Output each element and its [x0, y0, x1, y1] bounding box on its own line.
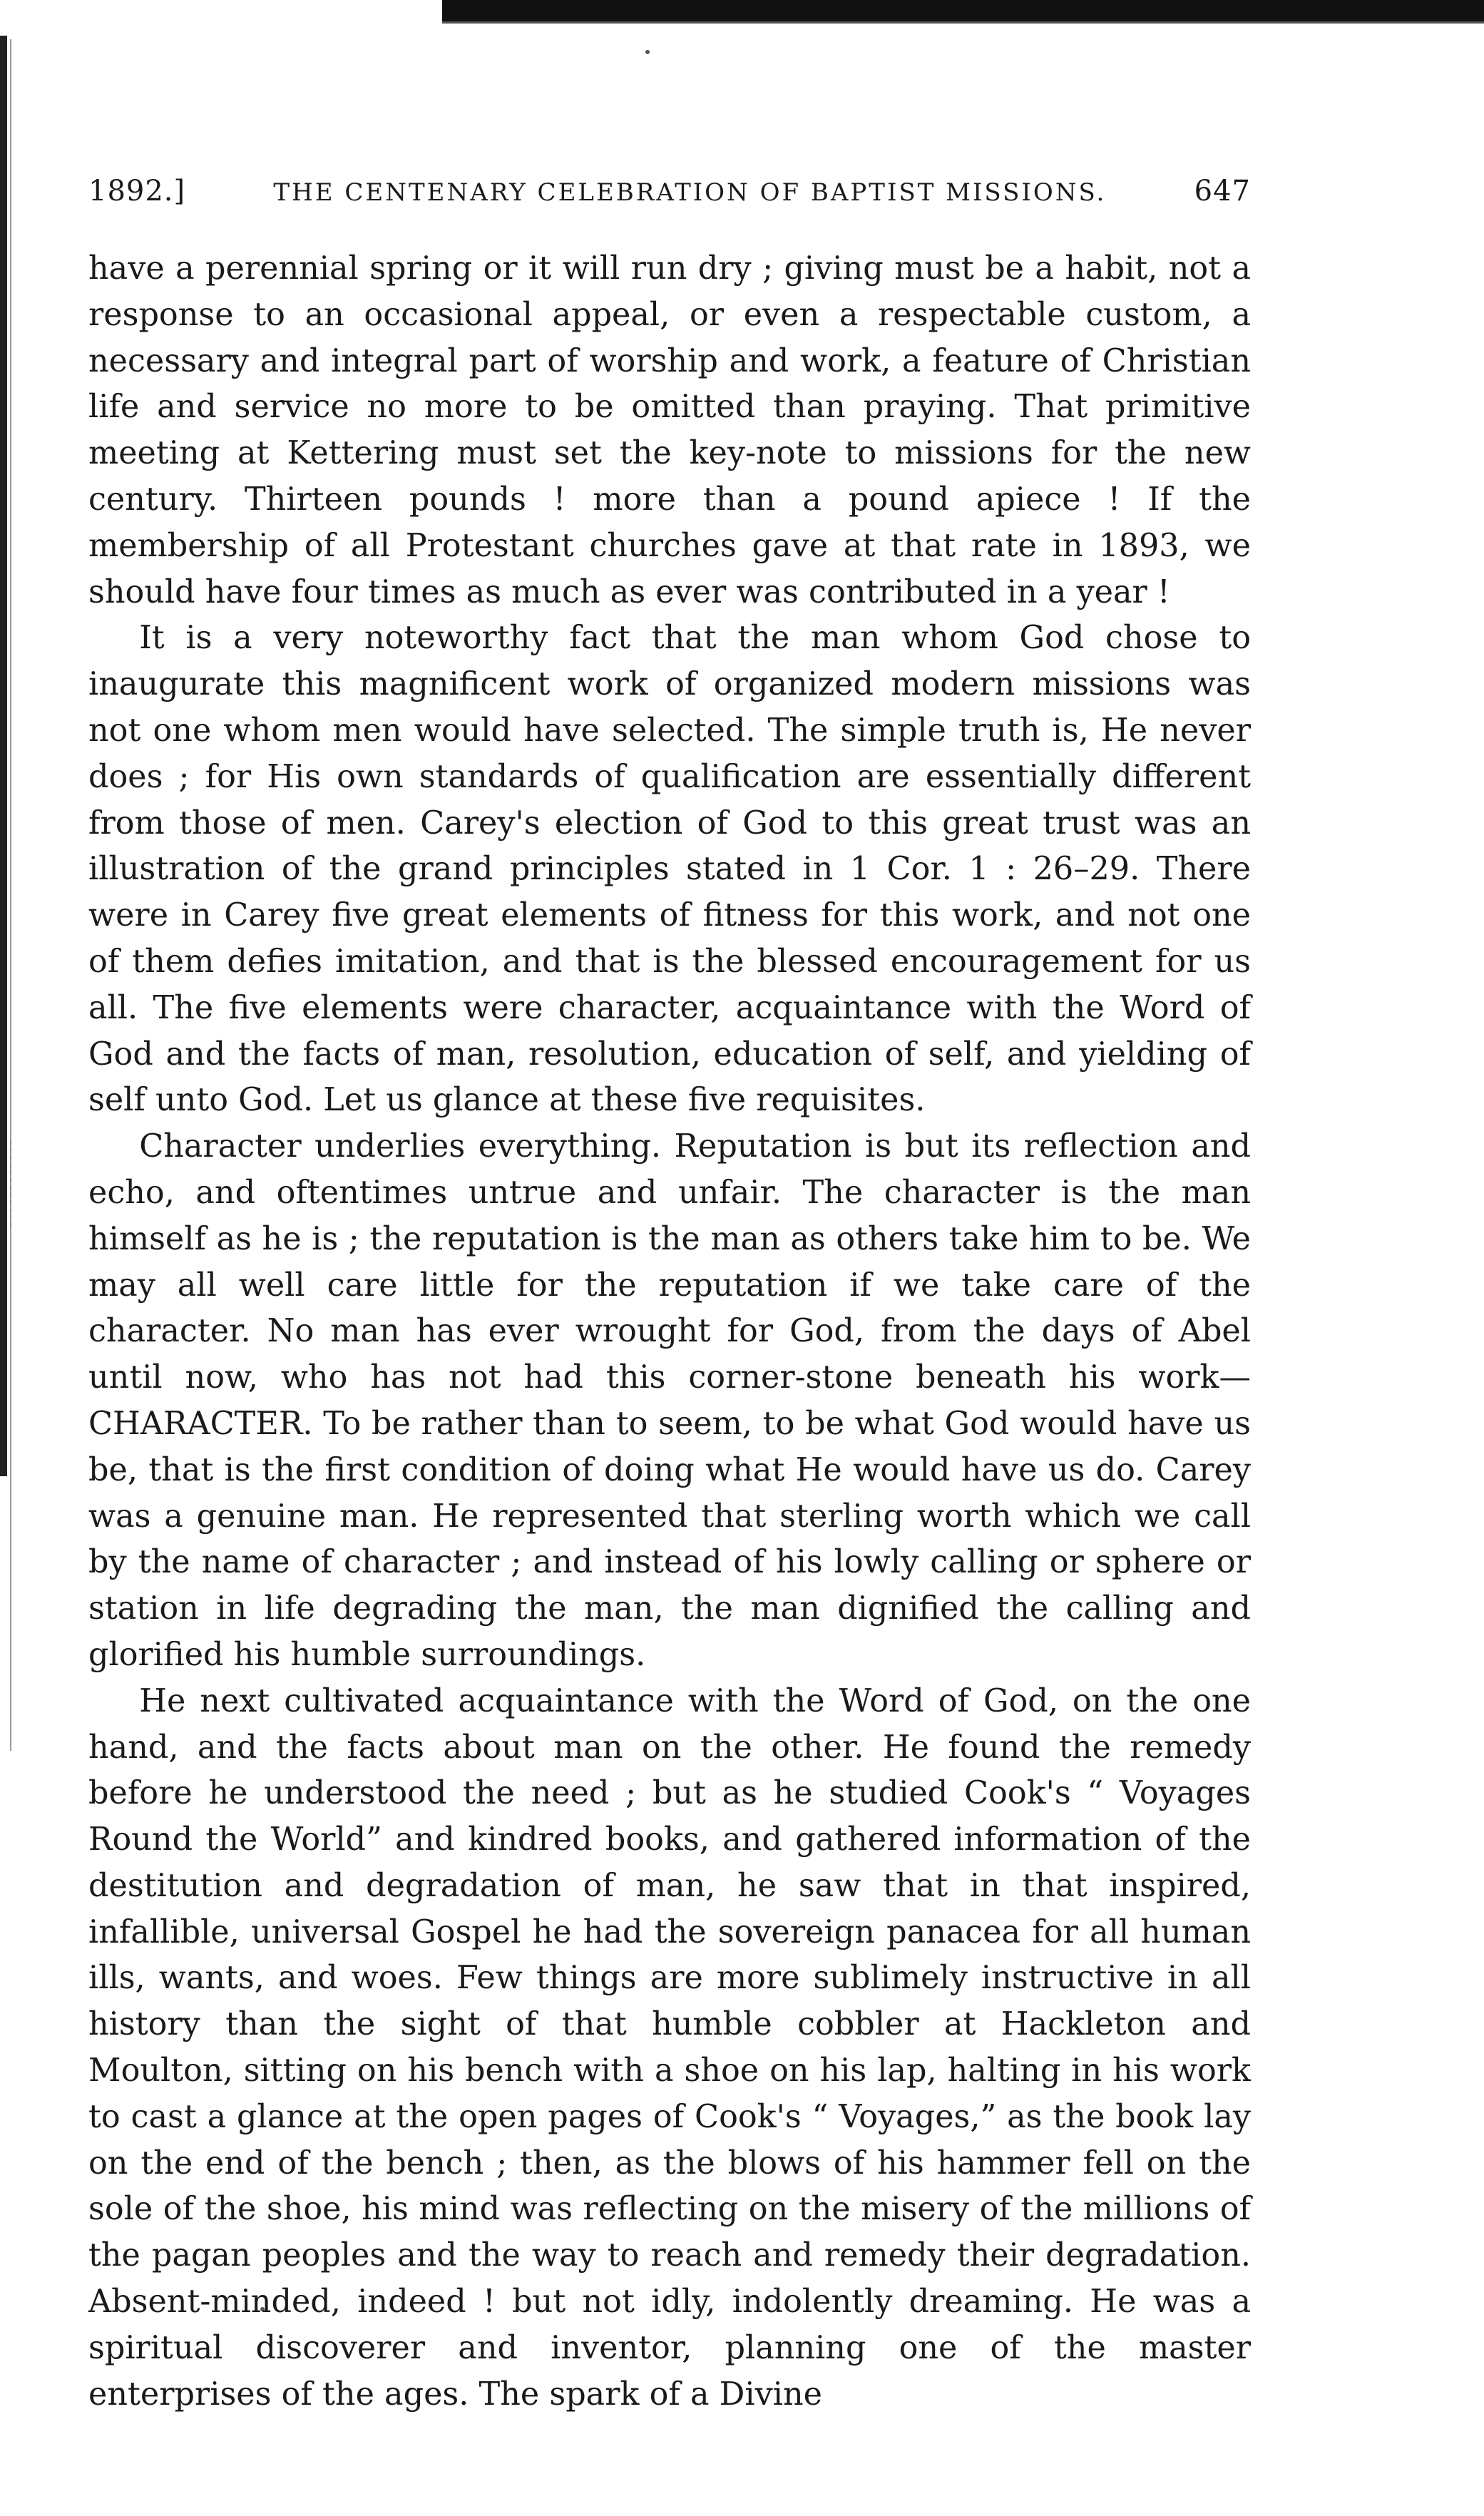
scan-top-bar-thin	[442, 21, 1484, 24]
scan-left-edge	[0, 36, 7, 1476]
scan-margin-ticks	[10, 1141, 14, 1227]
scan-speck-top	[645, 50, 650, 54]
paragraph-character: Character underlies everything. Reputation is but its reflection and echo, and oftentimes untrue and unfair. The character is the man himself as he is ; the reputation is the man as others take him to be. We may all well care little for the reputation if we take care of the character. No man has ever wrought for God, from the days of Abel until now, who has not had this corner-stone beneath his work—CHARACTER. To be rather than to seem, to be what God would have us be, that is the first condition of doing what He would have us do. Carey was a genuine man. He represented that sterling worth which we call by the name of character ; and instead of his lowly calling or sphere or station in life degrading the man, the man dignified the calling and glorified his humble surroundings.	[88, 1128, 1251, 1673]
scan-left-edge-thin	[10, 39, 11, 1751]
body-text	[88, 246, 1251, 2418]
paragraph-continued: have a perennial spring or it will run dry ; giving must be a habit, not a response to an occasional appeal, or even a respectable custom, a necessary and integral part of worship and work, a feature of Christian life and service no more to be omitted than praying. That primitive meeting at Kettering must set the key-note to missions for the new century. Thirteen pounds ! more than a pound apiece ! If the membership of all Protestant churches gave at that rate in 1893, we should have four times as much as ever was contributed in a year !	[88, 250, 1251, 610]
scan-top-bar	[442, 0, 1484, 21]
running-head	[88, 175, 1251, 208]
paragraph-carey-chosen: It is a very noteworthy fact that the man whom God chose to inaugurate this magnificent work of organized modern missions was not one whom men would have selected. The simple truth is, He never does ; for His own standards of qualification are essentially different from those of men. Carey's election of God to this great trust was an illustration of the grand principles stated in 1 Cor. 1 : 26–29. There were in Carey five great elements of fitness for this work, and not one of them defies imitation, and that is the blessed encouragement for us all. The five elements were character, acquaintance with the Word of God and the facts of man, resolution, education of self, and yielding of self unto God. Let us glance at these five requisites.	[88, 620, 1251, 1119]
header-year: 1892.]	[88, 175, 186, 208]
paragraph-word-of-god: He next cultivated acquaintance with the Word of God, on the one hand, and the facts about man on the other. He found the remedy before he understood the need ; but as he studied Cook's “ Voyages Round the World” and kindred books, and gathered information of the destitution and degradation of man, he saw that in that inspired, infallible, universal Gospel he had the sovereign panacea for all human ills, wants, and woes. Few things are more sublimely instructive in all history than the sight of that humble cobbler at Hackleton and Moulton, sitting on his bench with a shoe on his lap, halting in his work to cast a glance at the open pages of Cook's “ Voyages,” as the book lay on the end of the bench ; then, as the blows of his hammer fell on the sole of the shoe, his mind was reflecting on the misery of the millions of the pagan peoples and the way to reach and remedy their degradation. Absent-minded, indeed ! but not idly, indolently dreaming. He was a spiritual discoverer and inventor, planning one of the master enterprises of the ages. The spark of a Divine	[88, 1682, 1251, 2413]
book-page	[88, 175, 1251, 2418]
header-title: THE CENTENARY CELEBRATION OF BAPTIST MISSIONS.	[273, 178, 1107, 207]
page-number: 647	[1194, 175, 1251, 208]
